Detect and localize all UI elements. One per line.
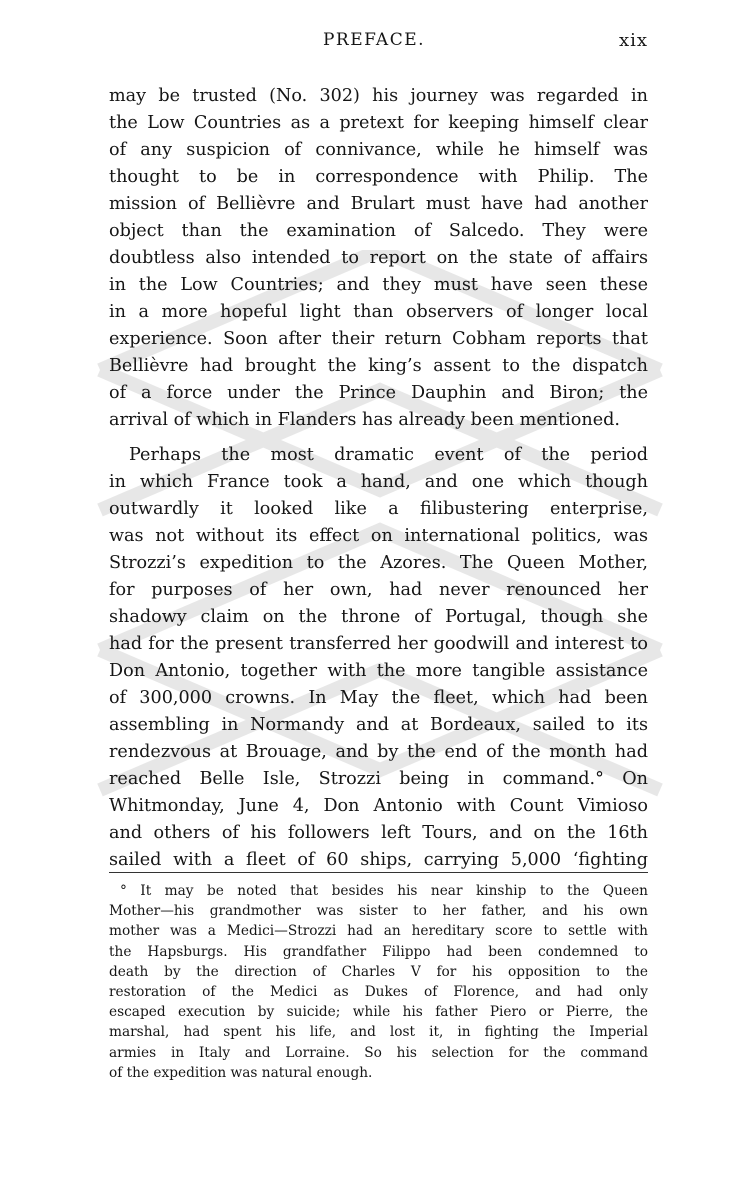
text-line: of a force under the Prince Dauphin and Biron; the <box>109 383 648 403</box>
text-line: had for the present transferred her goodwill and interest to <box>109 634 648 654</box>
text-line: rendezvous at Brouage, and by the end of the month had <box>109 742 648 762</box>
text-line: was not without its effect on international politics, was <box>109 526 648 546</box>
text-line: arrival of which in Flanders has already been mentioned. <box>109 410 620 430</box>
body-text <box>109 83 648 874</box>
text-line: of 300,000 crowns. In May the fleet, which had been <box>109 688 648 708</box>
running-head <box>0 30 748 60</box>
text-line: Don Antonio, together with the more tangible assistance <box>109 661 648 681</box>
text-line: reached Belle Isle, Strozzi being in command.° On <box>109 769 648 789</box>
text-line: mission of Bellièvre and Brulart must have had another <box>109 194 648 214</box>
text-line: and others of his followers left Tours, and on the 16th <box>109 823 648 843</box>
text-line: in the Low Countries; and they must have seen these <box>109 275 648 295</box>
footnote <box>109 881 648 1083</box>
footnote-line: Mother—his grandmother was sister to her father, and his own <box>109 903 648 920</box>
footnote-line: marshal, had spent his life, and lost it, in fighting the Imperial <box>109 1024 648 1041</box>
text-line: in which France took a hand, and one which though <box>109 472 648 492</box>
text-line: in a more hopeful light than observers of longer local <box>109 302 648 322</box>
text-line: doubtless also intended to report on the state of affairs <box>109 248 648 268</box>
text-line: sailed with a fleet of 60 ships, carrying 5,000 ‘fighting <box>109 850 648 870</box>
footnote-line: the Hapsburgs. His grandfather Filippo had been condemned to <box>109 943 648 960</box>
footnote-line: ° It may be noted that besides his near kinship to the Queen <box>120 883 648 899</box>
footnote-line: armies in Italy and Lorraine. So his selection for the command <box>109 1044 648 1061</box>
text-line: for purposes of her own, had never renounced her <box>109 580 648 600</box>
footnote-line: of the expedition was natural enough. <box>109 1064 373 1081</box>
text-line: object than the examination of Salcedo. They were <box>109 221 648 241</box>
text-line: Perhaps the most dramatic event of the period <box>129 445 648 465</box>
paragraph-gap <box>109 434 648 442</box>
footnote-line: restoration of the Medici as Dukes of Florence, and had only <box>109 983 648 1000</box>
footnote-line: escaped execution by suicide; while his father Piero or Pierre, the <box>109 1004 648 1021</box>
text-line: thought to be in correspondence with Philip. The <box>109 167 648 187</box>
text-line: Bellièvre had brought the king’s assent to the dispatch <box>109 356 648 376</box>
footnote-line: death by the direction of Charles V for his opposition to the <box>109 963 648 980</box>
text-line: the Low Countries as a pretext for keeping himself clear <box>109 113 648 133</box>
page-number: xix <box>618 30 648 51</box>
text-line: Whitmonday, June 4, Don Antonio with Count Vimioso <box>109 796 648 816</box>
text-line: assembling in Normandy and at Bordeaux, sailed to its <box>109 715 648 735</box>
text-line: of any suspicion of connivance, while he himself was <box>109 140 648 160</box>
footnote-divider <box>109 872 648 873</box>
text-line: shadowy claim on the throne of Portugal, though she <box>109 607 648 627</box>
running-title: PREFACE. <box>322 30 426 50</box>
text-line: may be trusted (No. 302) his journey was regarded in <box>109 86 648 106</box>
footnote-line: mother was a Medici—Strozzi had an hereditary score to settle with <box>109 923 648 940</box>
text-line: experience. Soon after their return Cobham reports that <box>109 329 648 349</box>
text-line: outwardly it looked like a filibustering enterprise, <box>109 499 648 519</box>
text-line: Strozzi’s expedition to the Azores. The Queen Mother, <box>109 553 648 573</box>
